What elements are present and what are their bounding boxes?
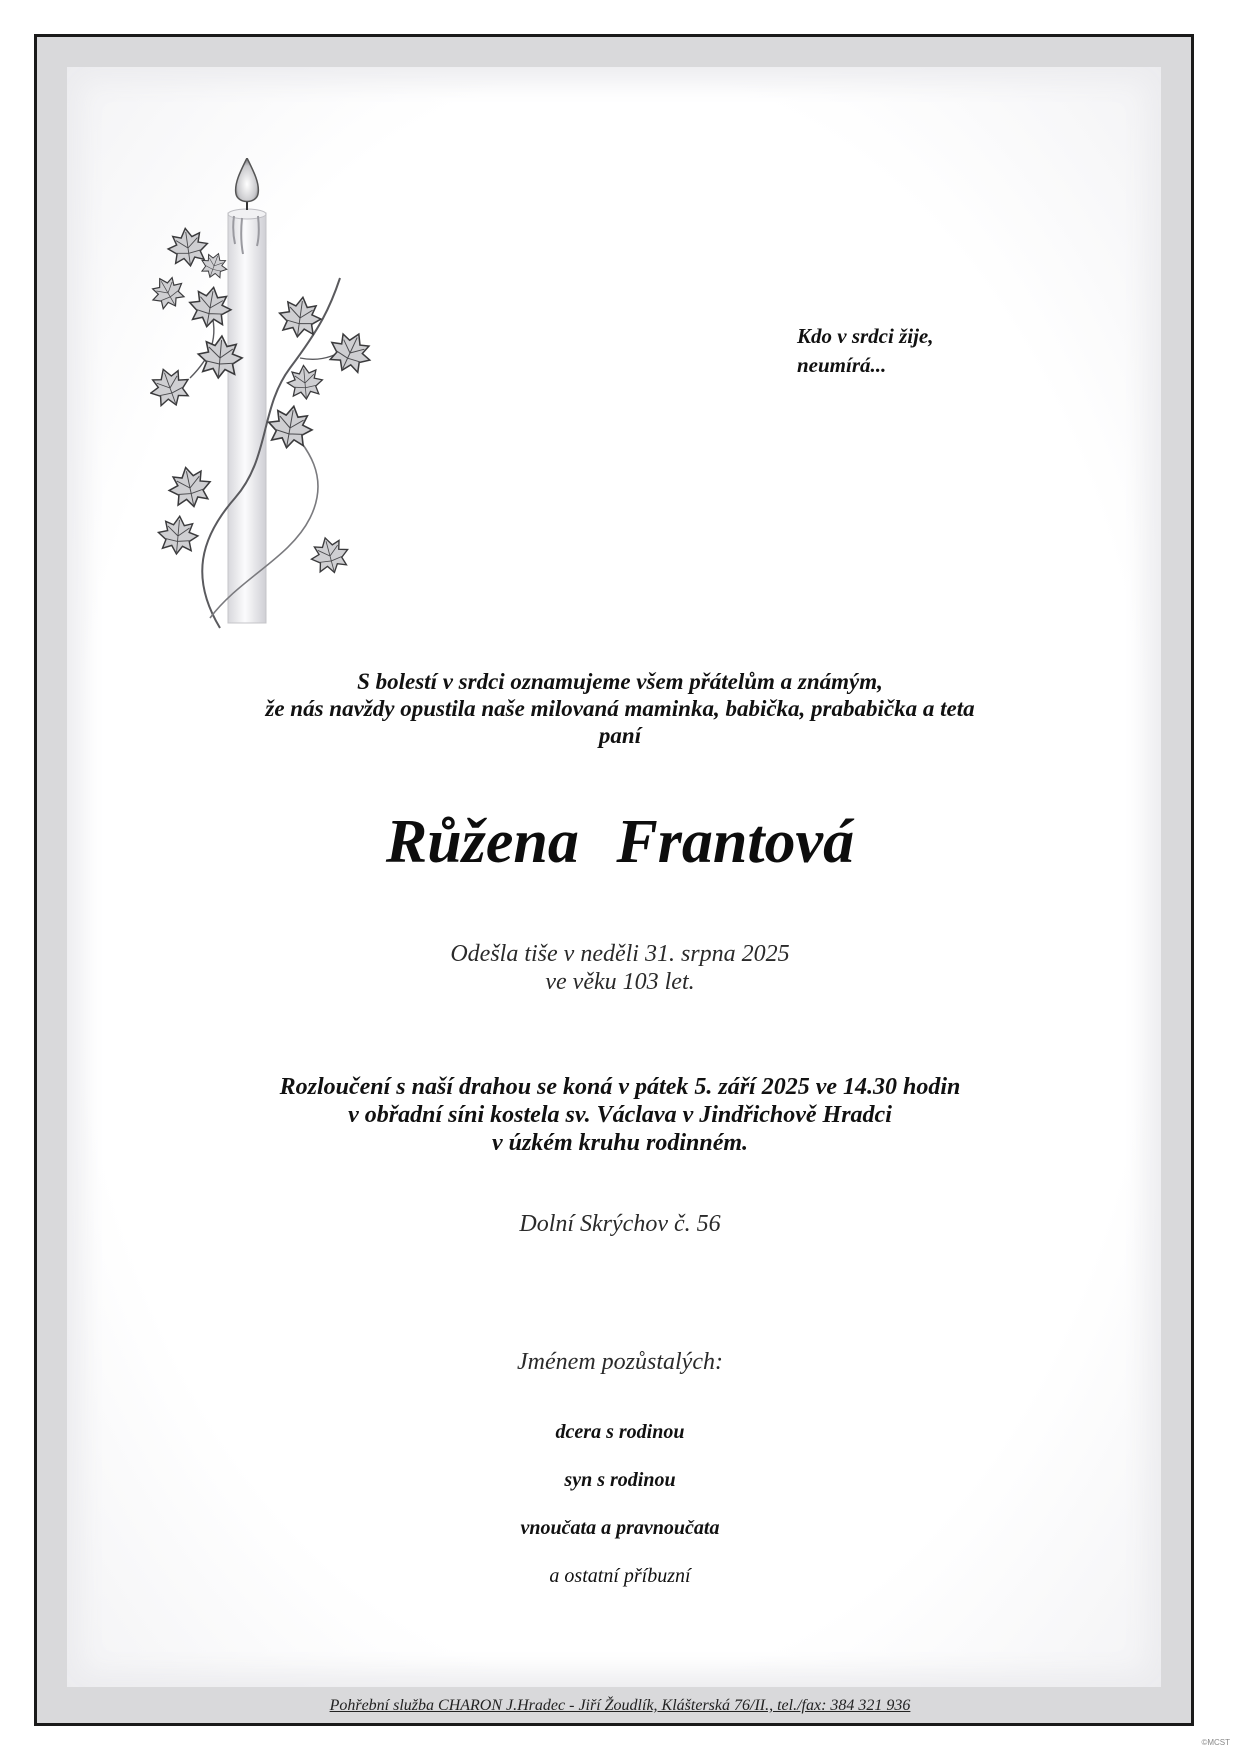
survivor-entry: syn s rodinou <box>564 1469 676 1491</box>
intro-line: paní <box>598 723 642 748</box>
intro-line: S bolestí v srdci oznamujeme všem přátelům a známým, <box>357 669 883 694</box>
funeral-info <box>0 1073 1240 1157</box>
funeral-service-footer <box>0 1697 1240 1715</box>
funeral-line: Rozloučení s naší drahou se koná v pátek 5. září 2025 ve 14.30 hodin <box>279 1074 961 1100</box>
motto-line: neumírá... <box>797 353 887 377</box>
funeral-line: v obřadní síni kostela sv. Václava v Jindřichově Hradci <box>348 1102 892 1128</box>
corner-mark: ©MCST <box>1201 1738 1230 1747</box>
motto-line: Kdo v srdci žije, <box>797 324 934 348</box>
address: Dolní Skrýchov č. 56 <box>519 1211 721 1237</box>
departure-info <box>0 940 1240 996</box>
on-behalf-heading: Jménem pozůstalých: <box>517 1349 723 1375</box>
deceased-name: Růžena Frantová <box>385 808 855 876</box>
intro-line: že nás navždy opustila naše milovaná maminka, babička, prababička a teta <box>265 696 975 721</box>
footer-text: Pohřební služba CHARON J.Hradec - Jiří Žoudlík, Klášterská 76/II., tel./fax: 384 321 936 <box>329 1697 911 1714</box>
survivor-entry: dcera s rodinou <box>555 1421 685 1443</box>
funeral-line: v úzkém kruhu rodinném. <box>491 1130 749 1156</box>
departure-line: Odešla tiše v neděli 31. srpna 2025 <box>450 941 790 967</box>
departure-line: ve věku 103 let. <box>545 969 695 995</box>
candle-with-ivy-icon <box>150 158 400 638</box>
announcement-intro <box>0 668 1240 749</box>
survivor-entry: vnoučata a pravnoučata <box>520 1517 720 1539</box>
motto <box>797 322 934 380</box>
survivor-entry: a ostatní příbuzní <box>549 1565 691 1587</box>
